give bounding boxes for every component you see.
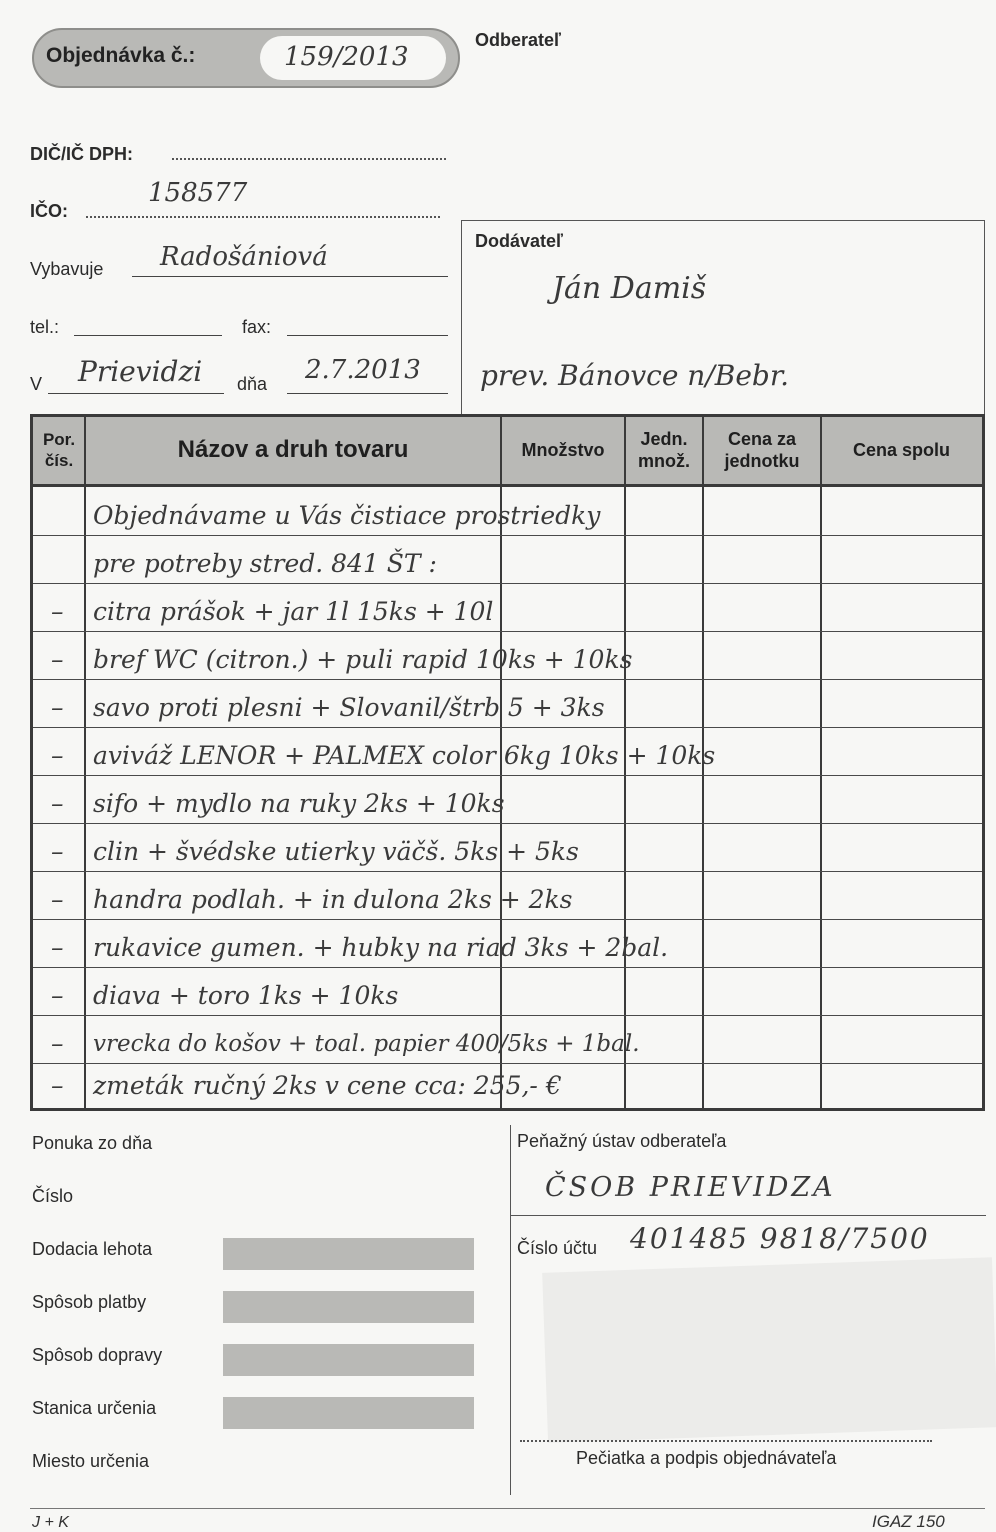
offer-date-label: Ponuka zo dňa	[32, 1133, 153, 1153]
table-row-text: diava + toro 1ks + 10ks	[93, 981, 399, 1010]
footer-line	[30, 1508, 985, 1509]
col-header-quantity: Množstvo	[521, 439, 605, 460]
col-header-total: Cena spolu	[852, 439, 950, 460]
column-divider	[820, 417, 822, 1108]
tel-field[interactable]	[74, 335, 222, 336]
account-label: Číslo účtu	[517, 1238, 598, 1258]
table-row-text: rukavice gumen. + hubky na riad 3ks + 2bal.	[93, 933, 669, 962]
table-row-mark: –	[51, 693, 64, 722]
place-prefix: V	[30, 374, 43, 394]
payment-method-field[interactable]	[223, 1291, 474, 1323]
table-row-text: sifo + mydlo na ruky 2ks + 10ks	[93, 789, 505, 818]
customer-label: Odberateľ	[475, 30, 561, 50]
place-field[interactable]	[48, 393, 224, 394]
date-label: dňa	[237, 374, 268, 394]
payment-method-label: Spôsob platby	[32, 1292, 147, 1312]
fax-label: fax:	[242, 317, 272, 337]
col-header-number: Por. čís.	[42, 430, 76, 470]
table-row-mark: –	[51, 597, 64, 626]
table-row-text: bref WC (citron.) + puli rapid 10ks + 10ks	[93, 645, 633, 674]
table-row-mark: –	[51, 645, 64, 674]
delivery-term-field[interactable]	[223, 1238, 474, 1270]
ico-field[interactable]	[86, 216, 440, 218]
col-header-unit-price: Cena za jednotku	[724, 428, 800, 471]
offer-number-label: Číslo	[32, 1186, 74, 1206]
table-row-mark: –	[51, 837, 64, 866]
destination-station-field[interactable]	[223, 1397, 474, 1429]
dic-field[interactable]	[172, 158, 446, 160]
items-table	[30, 414, 985, 1111]
destination-place-label: Miesto určenia	[32, 1451, 150, 1471]
order-number-value: 159/2013	[284, 42, 409, 72]
signature-line[interactable]	[520, 1440, 932, 1442]
ico-label: IČO:	[30, 201, 68, 221]
table-header	[33, 417, 982, 487]
delivery-term-label: Dodacia lehota	[32, 1239, 153, 1259]
column-divider	[84, 417, 86, 1108]
table-row-text: citra prášok + jar 1l 15ks + 10l	[93, 597, 494, 626]
table-row-mark: –	[51, 1071, 64, 1100]
dic-label: DIČ/IČ DPH:	[30, 144, 133, 164]
col-header-unit: Jedn. množ.	[638, 428, 690, 471]
table-row-text: savo proti plesni + Slovanil/štrb 5 + 3ks	[93, 693, 605, 722]
table-row-mark: –	[51, 981, 64, 1010]
col-header-name: Názov a druh tovaru	[177, 436, 409, 464]
table-row-text: clin + švédske utierky väčš. 5ks + 5ks	[93, 837, 579, 866]
ico-value: 158577	[148, 178, 248, 208]
handled-by-label: Vybavuje	[30, 259, 104, 279]
transport-method-label: Spôsob dopravy	[32, 1345, 163, 1365]
account-value: 401485 9818/7500	[630, 1222, 930, 1255]
bank-divider	[511, 1215, 986, 1216]
table-row-text: handra podlah. + in dulona 2ks + 2ks	[93, 885, 573, 914]
table-row-text: vrecka do košov + toal. papier 400/5ks + 1bal.	[93, 1031, 640, 1057]
stamp-area	[542, 1257, 996, 1443]
footer-right: IGAZ 150	[872, 1512, 945, 1531]
footer-left: J + K	[32, 1514, 69, 1531]
date-field[interactable]	[287, 393, 448, 394]
fax-field[interactable]	[287, 335, 448, 336]
supplier-box	[461, 220, 985, 414]
order-title-label: Objednávka č.:	[46, 44, 196, 67]
table-row-text: pre potreby stred. 841 ŠT :	[93, 549, 437, 578]
transport-method-field[interactable]	[223, 1344, 474, 1376]
order-number-field[interactable]	[260, 36, 446, 80]
table-row-text: zmeták ručný 2ks v cene cca: 255,- €	[93, 1071, 562, 1100]
tel-label: tel.:	[30, 317, 60, 337]
date-value: 2.7.2013	[305, 355, 421, 385]
table-row-mark: –	[51, 933, 64, 962]
table-row-mark: –	[51, 885, 64, 914]
table-row-text: Objednávame u Vás čistiace prostriedky	[93, 501, 601, 530]
signature-label: Pečiatka a podpis objednávateľa	[576, 1448, 837, 1468]
bottom-divider	[510, 1125, 511, 1495]
supplier-address: prev. Bánovce n/Bebr.	[480, 359, 790, 392]
order-number-pill	[32, 28, 460, 88]
supplier-name: Ján Damiš	[552, 271, 707, 306]
table-row-mark: –	[51, 741, 64, 770]
bank-label: Peňažný ústav odberateľa	[517, 1131, 727, 1151]
handled-by-field[interactable]	[132, 276, 448, 277]
bank-value: ČSOB PRIEVIDZA	[545, 1172, 836, 1203]
handled-by-value: Radošániová	[160, 242, 328, 272]
table-row-mark: –	[51, 789, 64, 818]
table-row-mark: –	[51, 1029, 64, 1058]
supplier-label: Dodávateľ	[475, 231, 563, 251]
table-row-text: aviváž LENOR + PALMEX color 6kg 10ks + 10ks	[93, 741, 716, 770]
destination-station-label: Stanica určenia	[32, 1398, 157, 1418]
place-value: Prievidzi	[78, 355, 203, 388]
